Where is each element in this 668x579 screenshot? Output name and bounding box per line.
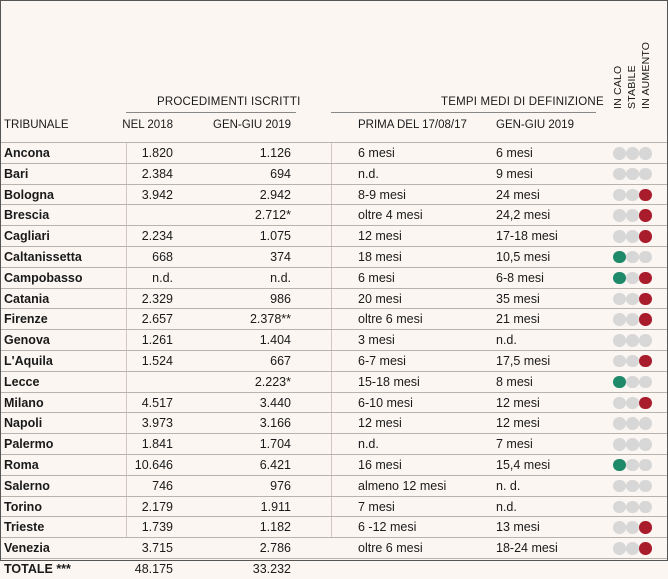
tribunale-name: Firenze — [4, 312, 48, 327]
trend-dot-calo — [613, 376, 626, 389]
tribunale-name: Ancona — [4, 146, 50, 160]
group-header-procedimenti: PROCEDIMENTI ISCRITTI — [157, 96, 301, 108]
col-header-tribunale: TRIBUNALE — [4, 119, 69, 131]
cell-gen-giu-2019: 2.223* — [254, 374, 291, 389]
cell-gen-giu-2019-tempi: 21 mesi — [496, 312, 540, 327]
col-header-nel-2018: NEL 2018 — [122, 119, 173, 131]
cell-prima: 6 -12 mesi — [358, 520, 417, 535]
trend-dot-stabile — [626, 438, 639, 451]
trend-dot-aumento — [639, 542, 652, 555]
trend-dot-calo — [613, 334, 626, 347]
cell-prima: 6 mesi — [358, 270, 395, 285]
table-row — [1, 184, 667, 205]
cell-nel-2018: 2.657 — [141, 312, 173, 327]
trend-dot-calo — [613, 542, 626, 555]
cell-nel-2018: 10.646 — [134, 457, 173, 472]
trend-dot-aumento — [639, 480, 652, 493]
tribunale-name: Milano — [4, 395, 44, 410]
cell-prima: oltre 6 mesi — [358, 312, 423, 327]
trend-dot-calo — [613, 480, 626, 493]
trend-dot-aumento — [639, 147, 652, 160]
trend-dot-aumento — [639, 293, 652, 306]
tribunale-name: Brescia — [4, 208, 50, 223]
cell-prima: 6-7 mesi — [358, 353, 406, 368]
trend-dot-stabile — [626, 417, 639, 430]
cell-gen-giu-2019: 1.075 — [259, 229, 291, 244]
table-row — [1, 142, 667, 163]
group-underline-procedimenti — [126, 112, 296, 113]
cell-gen-giu-2019-tempi: 13 mesi — [496, 520, 540, 535]
trend-dot-stabile — [626, 542, 639, 555]
cell-gen-giu-2019-tempi: 24 mesi — [496, 187, 540, 202]
trend-dot-aumento — [639, 251, 652, 264]
tribunale-name: Roma — [4, 457, 39, 472]
table-row — [1, 204, 667, 225]
trend-dot-stabile — [626, 313, 639, 326]
cell-nel-2018: 1.261 — [141, 333, 173, 348]
cell-gen-giu-2019: 3.440 — [259, 395, 291, 410]
cell-nel-2018: 1.739 — [141, 520, 173, 535]
tribunale-name: Bologna — [4, 187, 54, 202]
trend-dot-calo — [613, 293, 626, 306]
cell-gen-giu-2019: 986 — [270, 291, 291, 306]
trend-dot-aumento — [639, 417, 652, 430]
cell-prima: 3 mesi — [358, 333, 395, 348]
trend-dot-calo — [613, 355, 626, 368]
group-underline-tempi — [331, 112, 596, 113]
cell-gen-giu-2019-tempi: 6 mesi — [496, 146, 533, 160]
table-row — [1, 350, 667, 371]
tribunale-name: Bari — [4, 166, 29, 181]
cell-prima: n.d. — [358, 437, 379, 452]
cell-gen-giu-2019: 33.232 — [252, 561, 291, 576]
trend-dot-aumento — [639, 209, 652, 222]
table-row — [1, 537, 667, 558]
cell-gen-giu-2019-tempi: 18-24 mesi — [496, 541, 558, 556]
cell-prima: almeno 12 mesi — [358, 478, 447, 493]
cell-gen-giu-2019: n.d. — [270, 270, 291, 285]
trend-dot-stabile — [626, 480, 639, 493]
cell-gen-giu-2019: 1.704 — [259, 437, 291, 452]
tribunale-name: Trieste — [4, 520, 45, 535]
cell-gen-giu-2019-tempi: 9 mesi — [496, 166, 533, 181]
group-header-tempi: TEMPI MEDI DI DEFINIZIONE — [441, 96, 604, 108]
tribunale-name: Salerno — [4, 478, 50, 493]
trend-dot-aumento — [639, 438, 652, 451]
tribunale-name: Cagliari — [4, 229, 50, 244]
trend-dot-aumento — [639, 397, 652, 410]
trend-dot-calo — [613, 230, 626, 243]
table-row — [1, 288, 667, 309]
table-row — [1, 246, 667, 267]
cell-nel-2018: 2.329 — [141, 291, 173, 306]
table-row — [1, 475, 667, 496]
trend-dot-stabile — [626, 521, 639, 534]
trend-dot-calo — [613, 189, 626, 202]
table-row — [1, 371, 667, 392]
cell-nel-2018: 746 — [152, 478, 173, 493]
cell-nel-2018: 1.820 — [141, 146, 173, 160]
cell-gen-giu-2019-tempi: 10,5 mesi — [496, 249, 551, 264]
cell-gen-giu-2019-tempi: n.d. — [496, 333, 517, 348]
cell-gen-giu-2019: 1.182 — [259, 520, 291, 535]
cell-prima: 6-10 mesi — [358, 395, 413, 410]
trend-header-stabile: STABILE — [626, 65, 638, 109]
cell-nel-2018: 1.524 — [141, 353, 173, 368]
cell-gen-giu-2019-tempi: 17-18 mesi — [496, 229, 558, 244]
cell-gen-giu-2019: 976 — [270, 478, 291, 493]
cell-gen-giu-2019: 1.911 — [260, 499, 291, 514]
trend-dot-stabile — [626, 189, 639, 202]
tribunale-name: TOTALE *** — [4, 561, 71, 576]
table-row — [1, 267, 667, 288]
cell-prima: 15-18 mesi — [358, 374, 420, 389]
cell-gen-giu-2019-tempi: 8 mesi — [496, 374, 533, 389]
trend-dot-stabile — [626, 459, 639, 472]
trend-dot-aumento — [639, 189, 652, 202]
cell-gen-giu-2019: 2.786 — [259, 541, 291, 556]
cell-nel-2018: 2.179 — [141, 499, 173, 514]
trend-dot-calo — [613, 438, 626, 451]
tribunale-name: L'Aquila — [4, 353, 53, 368]
trend-dot-stabile — [626, 272, 639, 285]
cell-gen-giu-2019: 1.126 — [259, 146, 291, 160]
trend-dot-aumento — [639, 355, 652, 368]
trend-dot-stabile — [626, 230, 639, 243]
cell-gen-giu-2019: 667 — [270, 353, 291, 368]
cell-gen-giu-2019: 6.421 — [259, 457, 291, 472]
cell-nel-2018: 668 — [152, 249, 173, 264]
trend-header-aumento: IN AUMENTO — [640, 41, 652, 109]
trend-dot-calo — [613, 209, 626, 222]
cell-gen-giu-2019-tempi: 12 mesi — [496, 395, 540, 410]
cell-nel-2018: 2.234 — [141, 229, 173, 244]
col-header-gen-giu-2019: GEN-GIU 2019 — [213, 119, 291, 131]
trend-dot-calo — [613, 397, 626, 410]
cell-nel-2018: 3.973 — [141, 416, 173, 431]
cell-gen-giu-2019-tempi: 12 mesi — [496, 416, 540, 431]
cell-prima: 12 mesi — [358, 229, 402, 244]
tribunale-name: Caltanissetta — [4, 249, 82, 264]
cell-prima: oltre 6 mesi — [358, 541, 423, 556]
trend-dot-calo — [613, 417, 626, 430]
cell-nel-2018: 2.384 — [141, 166, 173, 181]
col-header-prima: PRIMA DEL 17/08/17 — [358, 119, 467, 131]
trend-dot-calo — [613, 251, 626, 264]
trend-header-calo: IN CALO — [612, 65, 624, 109]
table-row — [1, 454, 667, 475]
trend-dot-stabile — [626, 334, 639, 347]
cell-gen-giu-2019: 1.404 — [259, 333, 291, 348]
tribunale-name: Napoli — [4, 416, 43, 431]
trend-dot-aumento — [639, 313, 652, 326]
trend-dot-stabile — [626, 251, 639, 264]
trend-dot-aumento — [639, 272, 652, 285]
tribunale-name: Palermo — [4, 437, 54, 452]
tribunale-name: Catania — [4, 291, 50, 306]
cell-nel-2018: 1.841 — [141, 437, 173, 452]
trend-dot-calo — [613, 168, 626, 181]
table-row — [1, 433, 667, 454]
cell-prima: 6 mesi — [358, 146, 395, 160]
cell-gen-giu-2019-tempi: 7 mesi — [496, 437, 533, 452]
trend-dot-stabile — [626, 293, 639, 306]
table-row — [1, 412, 667, 433]
trend-dot-calo — [613, 501, 626, 514]
cell-prima: oltre 4 mesi — [358, 208, 423, 223]
trend-dot-stabile — [626, 397, 639, 410]
cell-gen-giu-2019-tempi: n. d. — [496, 478, 521, 493]
table-row — [1, 308, 667, 329]
cell-gen-giu-2019: 694 — [270, 166, 291, 181]
cell-prima: 8-9 mesi — [358, 187, 406, 202]
cell-prima: 20 mesi — [358, 291, 402, 306]
trend-dot-calo — [613, 313, 626, 326]
cell-gen-giu-2019: 2.378** — [249, 312, 291, 327]
cell-nel-2018: n.d. — [152, 270, 173, 285]
cell-prima: n.d. — [358, 166, 379, 181]
trend-dot-stabile — [626, 147, 639, 160]
trend-dot-aumento — [639, 168, 652, 181]
trend-dot-aumento — [639, 334, 652, 347]
trend-dot-calo — [613, 147, 626, 160]
table-row — [1, 516, 667, 537]
cell-gen-giu-2019: 2.942 — [259, 187, 291, 202]
trend-dot-stabile — [626, 209, 639, 222]
cell-nel-2018: 4.517 — [141, 395, 173, 410]
trend-dot-stabile — [626, 501, 639, 514]
cell-nel-2018: 48.175 — [134, 561, 173, 576]
tribunale-name: Lecce — [4, 374, 40, 389]
table-row — [1, 558, 667, 579]
trend-dot-calo — [613, 521, 626, 534]
table-row — [1, 163, 667, 184]
trend-dot-aumento — [639, 459, 652, 472]
cell-nel-2018: 3.715 — [141, 541, 173, 556]
tribunale-name: Torino — [4, 499, 42, 514]
cell-prima: 18 mesi — [358, 249, 402, 264]
cell-gen-giu-2019-tempi: 24,2 mesi — [496, 208, 551, 223]
table-row — [1, 225, 667, 246]
trend-dot-stabile — [626, 376, 639, 389]
table-row — [1, 496, 667, 517]
trend-dot-aumento — [639, 521, 652, 534]
cell-gen-giu-2019: 2.712* — [254, 208, 291, 223]
cell-nel-2018: 3.942 — [141, 187, 173, 202]
cell-gen-giu-2019-tempi: 17,5 mesi — [496, 353, 551, 368]
cell-gen-giu-2019: 374 — [270, 249, 291, 264]
cell-gen-giu-2019-tempi: 6-8 mesi — [496, 270, 544, 285]
trend-dot-aumento — [639, 230, 652, 243]
table-body — [1, 142, 667, 579]
cell-gen-giu-2019-tempi: 15,4 mesi — [496, 457, 551, 472]
trend-dot-aumento — [639, 376, 652, 389]
cell-gen-giu-2019: 3.166 — [259, 416, 291, 431]
trend-dot-stabile — [626, 355, 639, 368]
tribunale-name: Campobasso — [4, 270, 83, 285]
cell-prima: 16 mesi — [358, 457, 402, 472]
tribunale-name: Genova — [4, 333, 50, 348]
cell-gen-giu-2019-tempi: n.d. — [496, 499, 517, 514]
trend-dot-calo — [613, 272, 626, 285]
cell-prima: 12 mesi — [358, 416, 402, 431]
trend-dot-calo — [613, 459, 626, 472]
cell-prima: 7 mesi — [358, 499, 395, 514]
trend-dot-aumento — [639, 501, 652, 514]
table-row — [1, 329, 667, 350]
trend-dot-stabile — [626, 168, 639, 181]
table-row — [1, 392, 667, 413]
col-header-gen-giu-2019-tempi: GEN-GIU 2019 — [496, 119, 574, 131]
tribunale-name: Venezia — [4, 541, 50, 556]
cell-gen-giu-2019-tempi: 35 mesi — [496, 291, 540, 306]
